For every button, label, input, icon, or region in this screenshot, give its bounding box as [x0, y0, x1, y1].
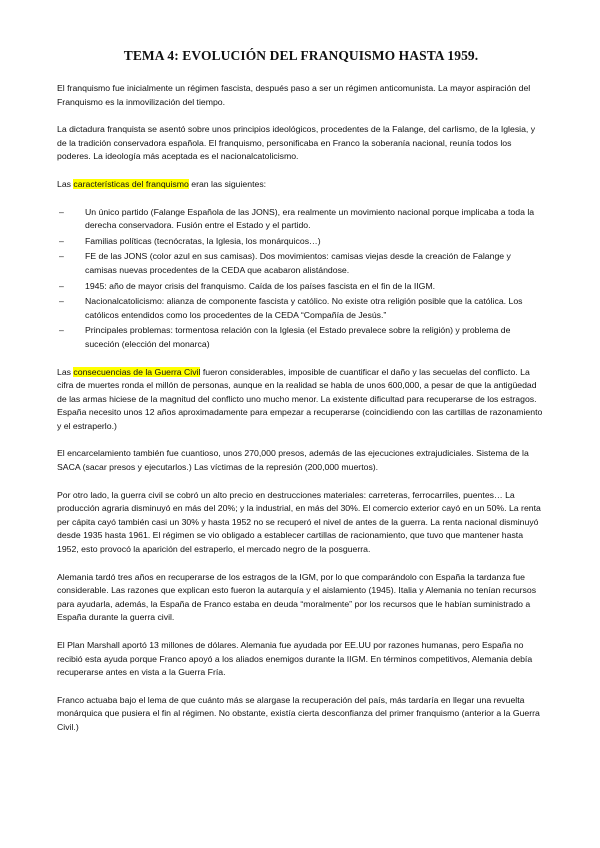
repression-paragraph: El encarcelamiento también fue cuantioso, unos 270,000 presos, además de las ejecuciones extrajudiciales. Sistema de la SACA (sacar presos y ejecutarlos.) Las víctimas de la represión (200,000 muertos). — [57, 448, 529, 473]
list-item — [57, 324, 545, 351]
list-item-text: Principales problemas: tormentosa relación con la Iglesia (el Estado prevalece sobre la religión) y problema de suceción (elección del monarca) — [85, 325, 511, 349]
dash-bullet: – — [59, 235, 64, 246]
text-run: eran las siguientes: — [188, 178, 267, 189]
highlighted-text: características del franquismo — [73, 178, 189, 189]
germany-paragraph: Alemania tardó tres años en recuperarse de los estragos de la IGM, por lo que comparándolo con España la tardanza fue considerable. Las razones que explican esto fueron la autarquía y el aislamiento (1945). Italia y Alemania no tenían recursos para ayudarla, además, la España de Franco estaba en deuda “moralmente” por los recursos que le habían suministrado a España durante la guerra civil. — [57, 571, 537, 623]
dash-bullet: – — [59, 206, 64, 217]
list-item — [57, 280, 545, 294]
list-item-text: Nacionalcatolicismo: alianza de componente fascista y católico. No existe otra religión posible que la católica. Los católicos entendidos como los procedentes de la CEDA “Compañía de Jesús.” — [85, 296, 523, 320]
dash-bullet: – — [59, 296, 64, 307]
intro-paragraph: El franquismo fue inicialmente un régimen fascista, después paso a ser un régimen anticomunista. La mayor aspiración del Franquismo es la inmovilización del tiempo. — [57, 83, 531, 107]
closing-paragraph: Franco actuaba bajo el lema de que cuánto más se alargase la recuperación del país, más tardaría en llegar una revuelta monárquica que pusiera el fin al régimen. No obstante, existía cierta desconfianza del primer franquismo (anterior a la Guerra Civil.) — [57, 694, 540, 732]
text-run: Las — [57, 178, 74, 189]
characteristics-intro — [57, 178, 545, 192]
consequences-paragraph — [57, 366, 545, 434]
list-item — [57, 250, 545, 277]
dash-bullet: – — [59, 280, 64, 291]
destruction-paragraph: Por otro lado, la guerra civil se cobró un alto precio en destrucciones materiales: carreteras, ferrocarriles, puentes… La producción agraria disminuyó en más del 20%; y la industrial, en más del 30%. El comercio exterior cayó en un 50%. La renta per cápita cayó también casi un 30% y hasta 1952 no se recuperó el nivel de antes de la guerra. La renta nacional disminuyó desde 1935 hasta 1961. El régimen se vio obligado a establecer cartillas de racionamiento, que tuvo que mantener hasta 1952, esto provocó la aparición del estraperlo, el mercado negro de la posguerra. — [57, 489, 541, 555]
list-item — [57, 295, 545, 322]
list-item — [57, 235, 545, 249]
text-run: fueron considerables, imposible de cuantificar el daño y las secuelas del conflicto. La cifra de muertes ronda el millón de personas, aunque en la realidad se habla de unos 600,000, a pesar de que la antigüedad de las armas hiciese de la magnitud del conflicto uno mucho menor. La existente dificultad para recuperarse de los estragos. España necesito unos 12 años aproximadamente para empezar a recuperarse (coincidiendo con las cartillas de razonamiento y el estraperlo.) — [57, 366, 543, 431]
highlighted-text: consecuencias de la Guerra Civil — [73, 366, 201, 377]
list-item-text: Familias políticas (tecnócratas, la Iglesia, los monárquicos…) — [85, 235, 321, 246]
list-item-text: FE de las JONS (color azul en sus camisas). Dos movimientos: camisas viejas desde la creación de Falange y camisas nuevas procedentes de la CEDA que acabaron alistándose. — [85, 251, 511, 275]
list-item-text: 1945: año de mayor crisis del franquismo. Caída de los países fascista en el fin de la IIGM. — [85, 280, 436, 291]
text-run: Las — [57, 366, 74, 377]
list-item — [57, 206, 545, 233]
ideology-paragraph: La dictadura franquista se asentó sobre unos principios ideológicos, procedentes de la Falange, del carlismo, de la Iglesia, y de la tradición conservadora española. El franquismo, personificaba en Franco la soberanía nacional, reunía todos los poderes. La ideología más aceptada es el nacionalcatolicismo. — [57, 124, 536, 162]
dash-bullet: – — [59, 251, 64, 262]
list-item-text: Un único partido (Falange Española de las JONS), era realmente un movimiento nacional porque implicaba a toda la derecha conservadora. Fusión entre el Estado y el partido. — [85, 206, 535, 231]
characteristics-list — [57, 206, 545, 352]
dash-bullet: – — [59, 325, 64, 336]
page-title: TEMA 4: EVOLUCIÓN DEL FRANQUISMO HASTA 1959. — [123, 48, 479, 63]
marshall-plan-paragraph: El Plan Marshall aportó 13 millones de dólares. Alemania fue ayudada por EE.UU por razones humanas, pero España no recibió esta ayuda porque Franco apoyó a los aliados enemigos durante la IIGM. En términos competitivos, Alemania debía recuperarse antes en vista a la Guerra Fría. — [57, 640, 533, 678]
document-page — [57, 48, 545, 749]
